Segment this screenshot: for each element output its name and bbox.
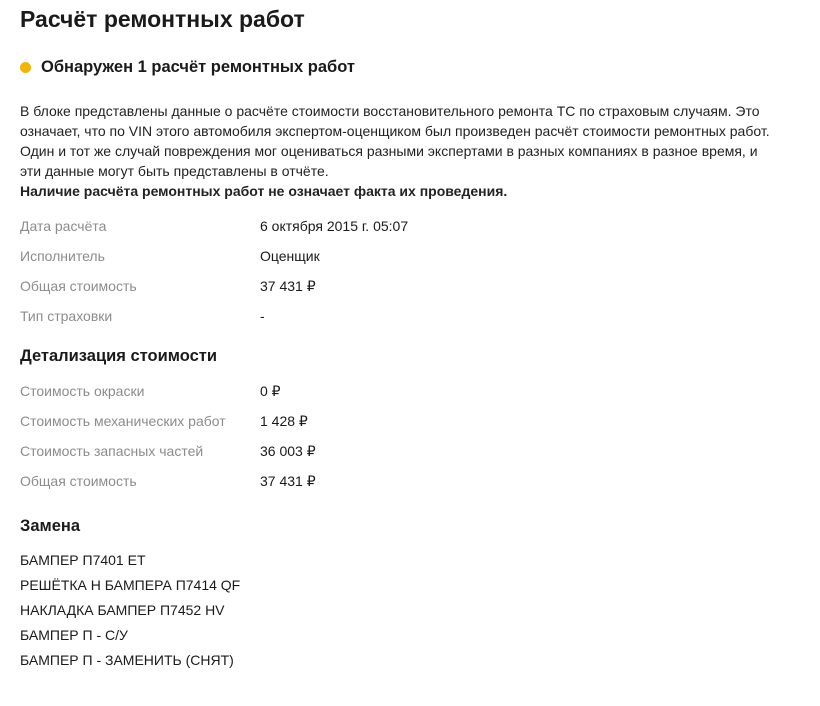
summary-row-insurance-type — [20, 301, 720, 331]
details-row-mechanical — [20, 406, 720, 436]
status-line — [20, 58, 355, 77]
details-value: 37 431 ₽ — [260, 473, 316, 489]
status-text: Обнаружен 1 расчёт ремонтных работ — [41, 58, 355, 76]
list-item: РЕШЁТКА Н БАМПЕРА П7414 QF — [20, 577, 241, 593]
details-label: Стоимость запасных частей — [20, 443, 204, 459]
details-value: 36 003 ₽ — [260, 443, 316, 459]
details-row-total — [20, 466, 720, 496]
description-text: В блоке представлены данные о расчёте стоимости восстановительного ремонта ТС по страховым случаям. Это означает, что по VIN этого автомобиля экспертом-оценщиком был произведен расчёт стоимости ремонтных работ. Один и тот же случай повреждения мог оцениваться разными экспертами в разных компаниях в разное время, и эти данные могут быть представлены в отчёте. — [20, 103, 770, 179]
summary-row-executor — [20, 241, 720, 271]
summary-value: - — [260, 308, 265, 324]
replacement-list — [20, 548, 240, 673]
description — [20, 101, 780, 201]
list-item: БАМПЕР П - ЗАМЕНИТЬ (СНЯТ) — [20, 652, 234, 668]
details-row-paint — [20, 376, 720, 406]
details-title: Детализация стоимости — [20, 347, 217, 365]
details-value: 0 ₽ — [260, 383, 281, 399]
details-label: Стоимость окраски — [20, 383, 145, 399]
summary-value: Оценщик — [260, 248, 320, 264]
details-row-parts — [20, 436, 720, 466]
summary-table — [20, 211, 720, 331]
summary-label: Тип страховки — [20, 308, 113, 324]
details-label: Общая стоимость — [20, 473, 137, 489]
list-item: БАМПЕР П7401 ЕТ — [20, 552, 146, 568]
summary-row-date — [20, 211, 720, 241]
list-item: НАКЛАДКА БАМПЕР П7452 HV — [20, 602, 225, 618]
details-label: Стоимость механических работ — [20, 413, 226, 429]
summary-value: 6 октября 2015 г. 05:07 — [260, 218, 409, 234]
page-title: Расчёт ремонтных работ — [20, 6, 305, 32]
description-emphasis: Наличие расчёта ремонтных работ не означает факта их проведения. — [20, 183, 508, 199]
summary-label: Общая стоимость — [20, 278, 137, 294]
summary-row-total — [20, 271, 720, 301]
summary-value: 37 431 ₽ — [260, 278, 316, 294]
replacement-title: Замена — [20, 517, 81, 535]
details-value: 1 428 ₽ — [260, 413, 308, 429]
summary-label: Дата расчёта — [20, 218, 107, 234]
summary-label: Исполнитель — [20, 248, 105, 264]
details-table — [20, 376, 720, 496]
list-item: БАМПЕР П - С/У — [20, 627, 128, 643]
status-dot-icon — [20, 62, 31, 73]
